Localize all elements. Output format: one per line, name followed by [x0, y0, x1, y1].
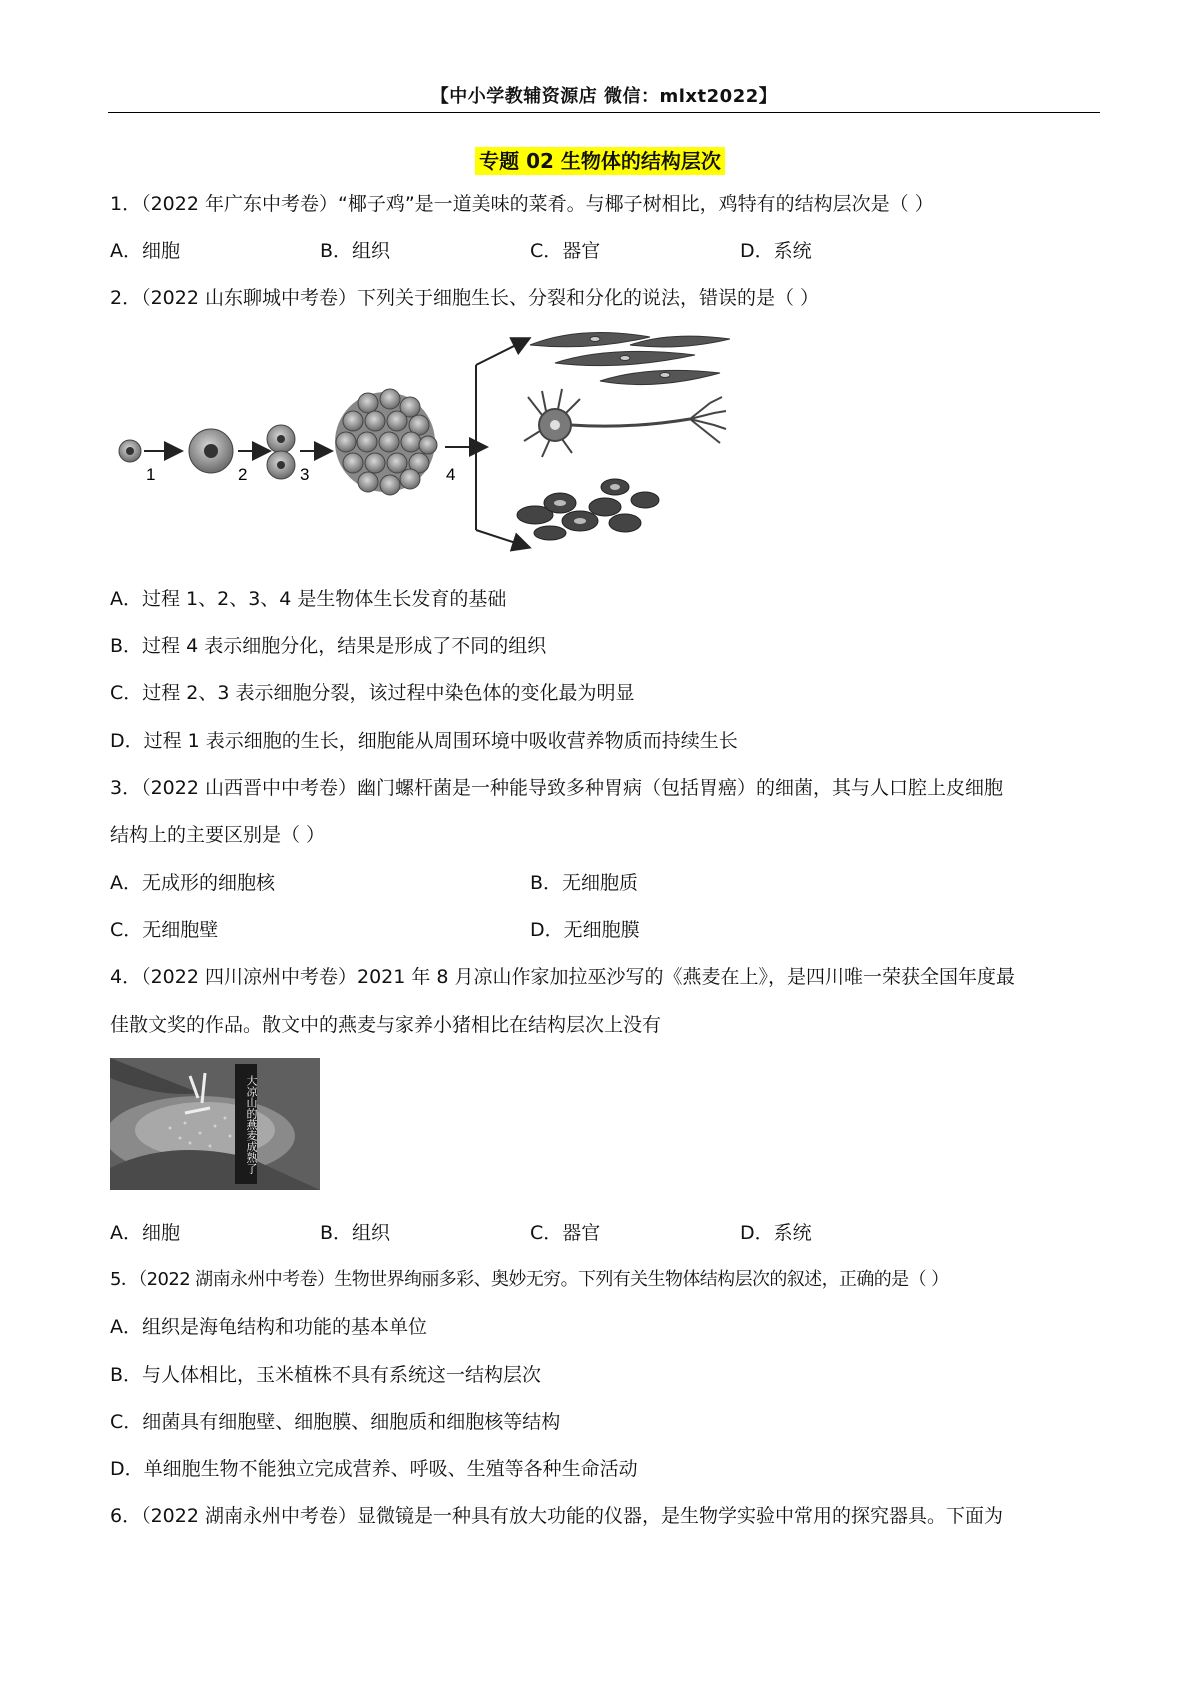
q1-option-b: B．组织 — [320, 240, 391, 262]
q1-option-d: D．系统 — [740, 240, 812, 262]
q4-option-b: B．组织 — [320, 1222, 391, 1244]
q5-stem: 5．（2022 湖南永州中考卷）生物世界绚丽多彩、奥妙无穷。下列有关生物体结构层次的叙述，正确的是（ ） — [110, 1269, 949, 1290]
q5-option-a: A．组织是海龟结构和功能的基本单位 — [110, 1316, 427, 1338]
q2-option-d: D．过程 1 表示细胞的生长，细胞能从周围环境中吸收营养物质而持续生长 — [110, 730, 738, 752]
q3-stem-line1: 3．（2022 山西晋中中考卷）幽门螺杆菌是一种能导致多种胃病（包括胃癌）的细菌，其与人口腔上皮细胞 — [110, 777, 1003, 799]
label-1: 1 — [146, 465, 156, 484]
q3-option-c: C．无细胞壁 — [110, 919, 219, 941]
oat-photo-art — [110, 1058, 320, 1190]
q2-stem: 2．（2022 山东聊城中考卷）下列关于细胞生长、分裂和分化的说法，错误的是（ ） — [110, 287, 820, 309]
q4-option-d: D．系统 — [740, 1222, 812, 1244]
page-header: 【中小学教辅资源店 微信：mlxt2022】 — [430, 86, 778, 107]
q4-stem-line2: 佳散文奖的作品。散文中的燕麦与家养小猪相比在结构层次上没有 — [110, 1014, 662, 1036]
q5-option-d: D．单细胞生物不能独立完成营养、呼吸、生殖等各种生命活动 — [110, 1458, 638, 1480]
label-4: 4 — [446, 465, 456, 484]
q4-stem-line1: 4．（2022 四川凉州中考卷）2021 年 8 月凉山作家加拉巫沙写的《燕麦在上》，是四川唯一荣获全国年度最 — [110, 966, 1016, 988]
q3-option-d: D．无细胞膜 — [530, 919, 640, 941]
title-text: 专题 02 生物体的结构层次 — [475, 147, 725, 175]
q1-stem: 1．（2022 年广东中考卷）“椰子鸡”是一道美味的菜肴。与椰子树相比，鸡特有的结构层次是（ ） — [110, 193, 934, 215]
q3-option-b: B．无细胞质 — [530, 872, 639, 894]
page-title — [0, 145, 1200, 174]
oat-photo-caption: 大凉山的燕麦成熟了 — [235, 1064, 257, 1184]
muscle-tissue — [530, 333, 730, 385]
q4-option-a: A．细胞 — [110, 1222, 180, 1244]
label-3: 3 — [300, 465, 310, 484]
q5-option-c: C．细菌具有细胞壁、细胞膜、细胞质和细胞核等结构 — [110, 1411, 561, 1433]
q2-option-c: C．过程 2、3 表示细胞分裂，该过程中染色体的变化最为明显 — [110, 682, 635, 704]
q6-stem: 6．（2022 湖南永州中考卷）显微镜是一种具有放大功能的仪器，是生物学实验中常用的探究器具。下面为 — [110, 1505, 1003, 1527]
q3-stem-line2: 结构上的主要区别是（ ） — [110, 824, 326, 846]
grown-cell — [189, 429, 233, 473]
oat-photo — [110, 1058, 320, 1190]
q5-option-b: B．与人体相比，玉米植株不具有系统这一结构层次 — [110, 1364, 542, 1386]
neuron-cell — [524, 389, 726, 457]
q4-option-c: C．器官 — [530, 1222, 601, 1244]
small-cell — [119, 440, 141, 462]
divided-cells — [267, 425, 295, 479]
q2-option-a: A．过程 1、2、3、4 是生物体生长发育的基础 — [110, 588, 507, 610]
blood-cells — [517, 479, 659, 540]
cell-division-diagram — [110, 325, 730, 555]
label-2: 2 — [238, 465, 248, 484]
header-divider — [108, 112, 1100, 113]
q3-option-a: A．无成形的细胞核 — [110, 872, 275, 894]
q1-option-c: C．器官 — [530, 240, 601, 262]
cell-cluster — [335, 389, 437, 495]
q1-option-a: A．细胞 — [110, 240, 180, 262]
q2-option-b: B．过程 4 表示细胞分化，结果是形成了不同的组织 — [110, 635, 547, 657]
